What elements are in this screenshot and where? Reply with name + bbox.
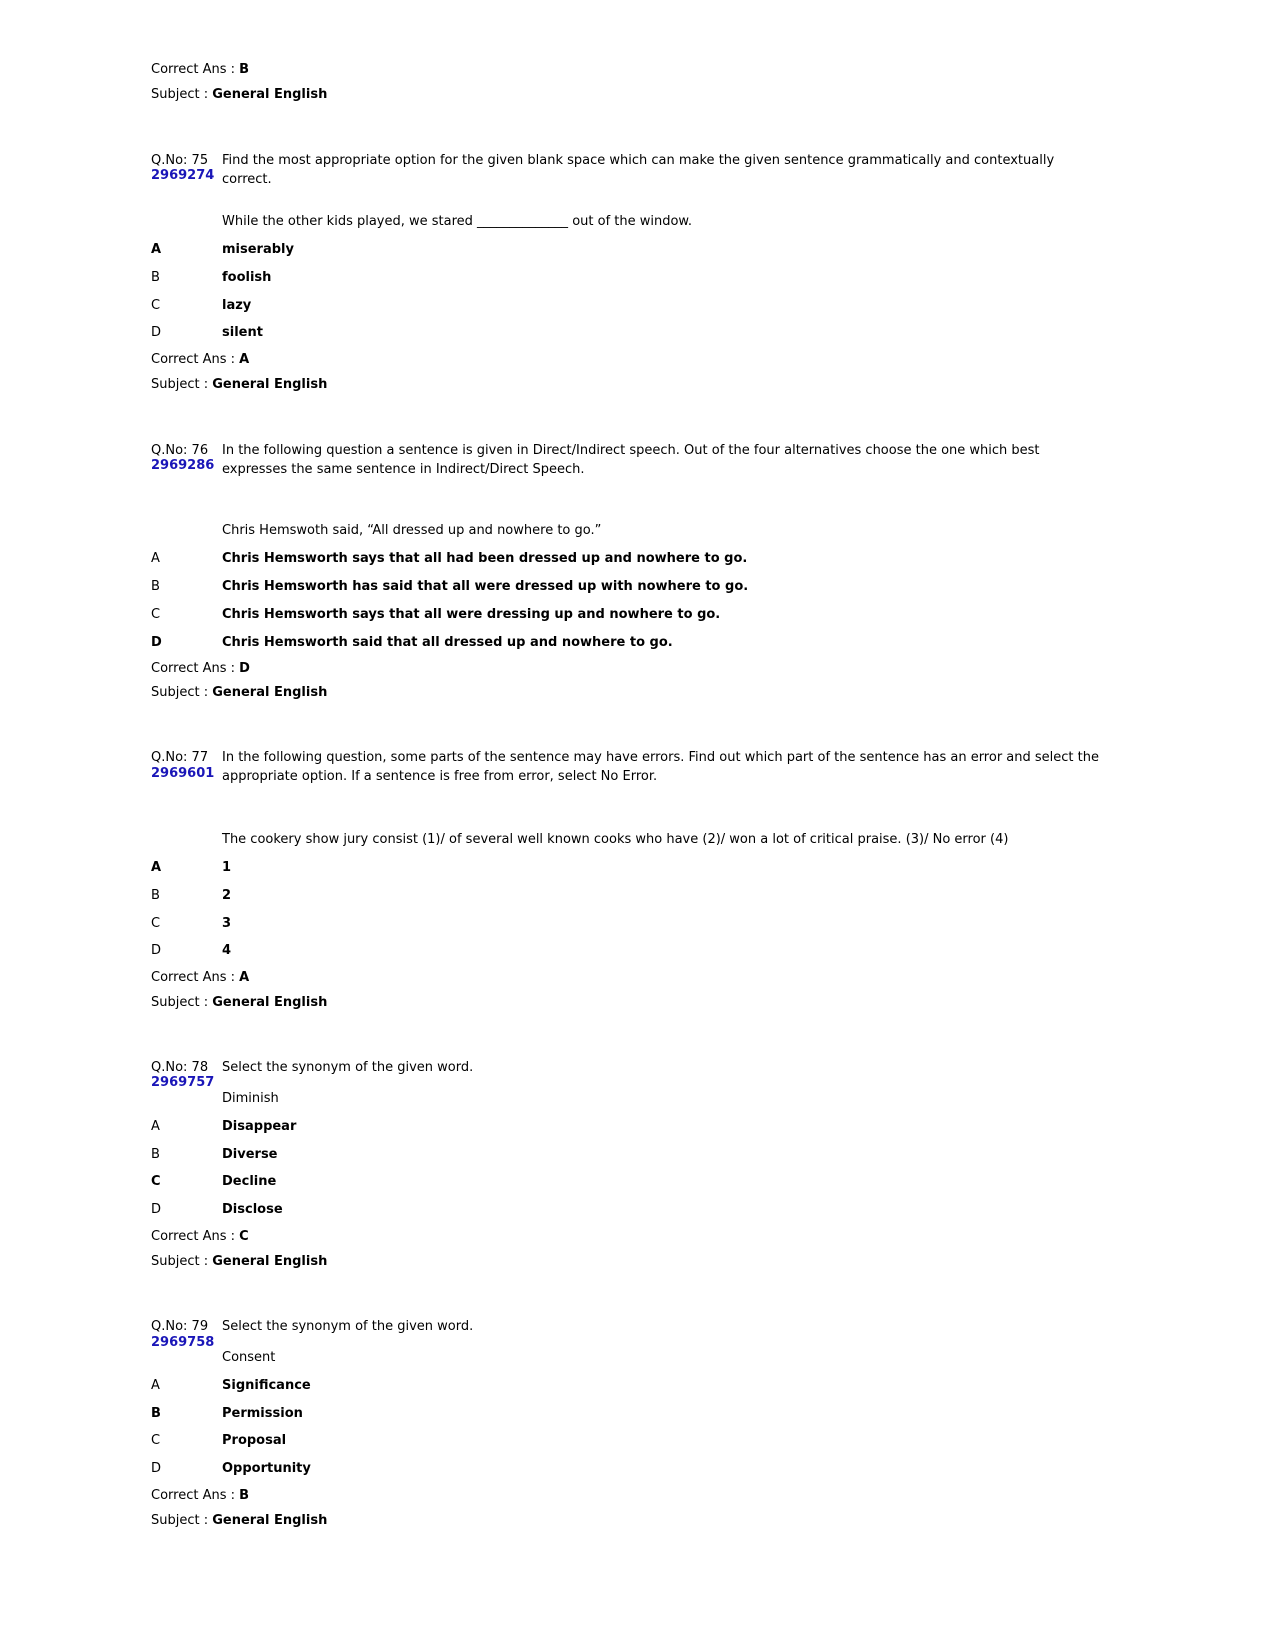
option-text: Chris Hemsworth said that all dressed up and nowhere to go.: [222, 635, 673, 650]
correct-answer: Correct Ans : A: [151, 352, 250, 367]
option-text: Decline: [222, 1174, 277, 1189]
question-text: In the following question a sentence is given in Direct/Indirect speech. Out of the four alternatives choose the one which best expresses the same sentence in Indirect/Direct Speech.: [222, 443, 1040, 477]
option-letter: D: [151, 325, 162, 340]
option-text: Proposal: [222, 1433, 287, 1448]
option-letter: D: [151, 1461, 162, 1476]
correct-answer: Correct Ans : A: [151, 970, 250, 985]
option-text: 4: [222, 943, 232, 958]
question-number: Q.No: 75: [151, 153, 209, 168]
option-letter: C: [151, 607, 161, 622]
option-letter: B: [151, 888, 160, 903]
question-text: In the following question, some parts of the sentence may have errors. Find out which part of the sentence has an error and select the appropriate option. If a sentence is free from error, select No Error.: [222, 750, 1099, 784]
question-id: 2969758: [151, 1335, 215, 1350]
option-letter: A: [151, 1119, 160, 1134]
option-letter: C: [151, 298, 161, 313]
question-id: 2969757: [151, 1075, 215, 1090]
option-text: Disclose: [222, 1202, 283, 1217]
subject: Subject : General English: [151, 377, 328, 392]
option-letter: C: [151, 1174, 161, 1189]
question-number: Q.No: 77: [151, 750, 209, 765]
question-number: Q.No: 76: [151, 443, 209, 458]
question-id: 2969286: [151, 458, 215, 473]
option-text: silent: [222, 325, 263, 340]
subject: Subject : General English: [151, 1254, 328, 1269]
correct-answer: Correct Ans : B: [151, 1488, 250, 1503]
subject: Subject : General English: [151, 87, 328, 102]
option-letter: A: [151, 1378, 160, 1393]
question-stem: While the other kids played, we stared ______________ out of the window.: [222, 214, 692, 229]
option-text: Chris Hemsworth says that all had been dressed up and nowhere to go.: [222, 551, 748, 566]
option-letter: B: [151, 1406, 161, 1421]
question-stem: Diminish: [222, 1091, 279, 1106]
option-text: Disappear: [222, 1119, 297, 1134]
option-letter: A: [151, 242, 162, 257]
subject: Subject : General English: [151, 995, 328, 1010]
subject: Subject : General English: [151, 1513, 328, 1528]
option-text: lazy: [222, 298, 252, 313]
option-text: Opportunity: [222, 1461, 311, 1476]
subject: Subject : General English: [151, 685, 328, 700]
question-id: 2969274: [151, 168, 215, 183]
question-stem: The cookery show jury consist (1)/ of several well known cooks who have (2)/ won a lot of critical praise. (3)/ No error (4): [222, 832, 1009, 847]
option-letter: C: [151, 916, 161, 931]
option-text: 3: [222, 916, 232, 931]
question-number: Q.No: 79: [151, 1319, 209, 1334]
option-letter: A: [151, 860, 162, 875]
correct-answer: Correct Ans : D: [151, 661, 250, 676]
question-id: 2969601: [151, 766, 215, 781]
option-letter: B: [151, 1147, 160, 1162]
option-text: Chris Hemsworth says that all were dressing up and nowhere to go.: [222, 607, 721, 622]
option-letter: D: [151, 1202, 162, 1217]
question-text: Select the synonym of the given word.: [222, 1319, 474, 1334]
option-letter: D: [151, 943, 162, 958]
question-stem: Chris Hemswoth said, “All dressed up and nowhere to go.”: [222, 523, 602, 538]
option-text: Chris Hemsworth has said that all were dressed up with nowhere to go.: [222, 579, 749, 594]
question-stem: Consent: [222, 1350, 276, 1365]
option-text: 1: [222, 860, 232, 875]
correct-answer: Correct Ans : B: [151, 62, 250, 77]
option-letter: D: [151, 635, 162, 650]
option-text: Permission: [222, 1406, 303, 1421]
option-text: miserably: [222, 242, 294, 257]
option-text: Significance: [222, 1378, 311, 1393]
question-text: Find the most appropriate option for the given blank space which can make the given sentence grammatically and contextually correct.: [222, 153, 1055, 187]
correct-answer: Correct Ans : C: [151, 1229, 249, 1244]
option-letter: C: [151, 1433, 161, 1448]
option-letter: A: [151, 551, 160, 566]
question-text: Select the synonym of the given word.: [222, 1060, 474, 1075]
option-letter: B: [151, 579, 160, 594]
option-text: 2: [222, 888, 232, 903]
question-number: Q.No: 78: [151, 1060, 209, 1075]
option-text: foolish: [222, 270, 272, 285]
option-letter: B: [151, 270, 160, 285]
option-text: Diverse: [222, 1147, 278, 1162]
